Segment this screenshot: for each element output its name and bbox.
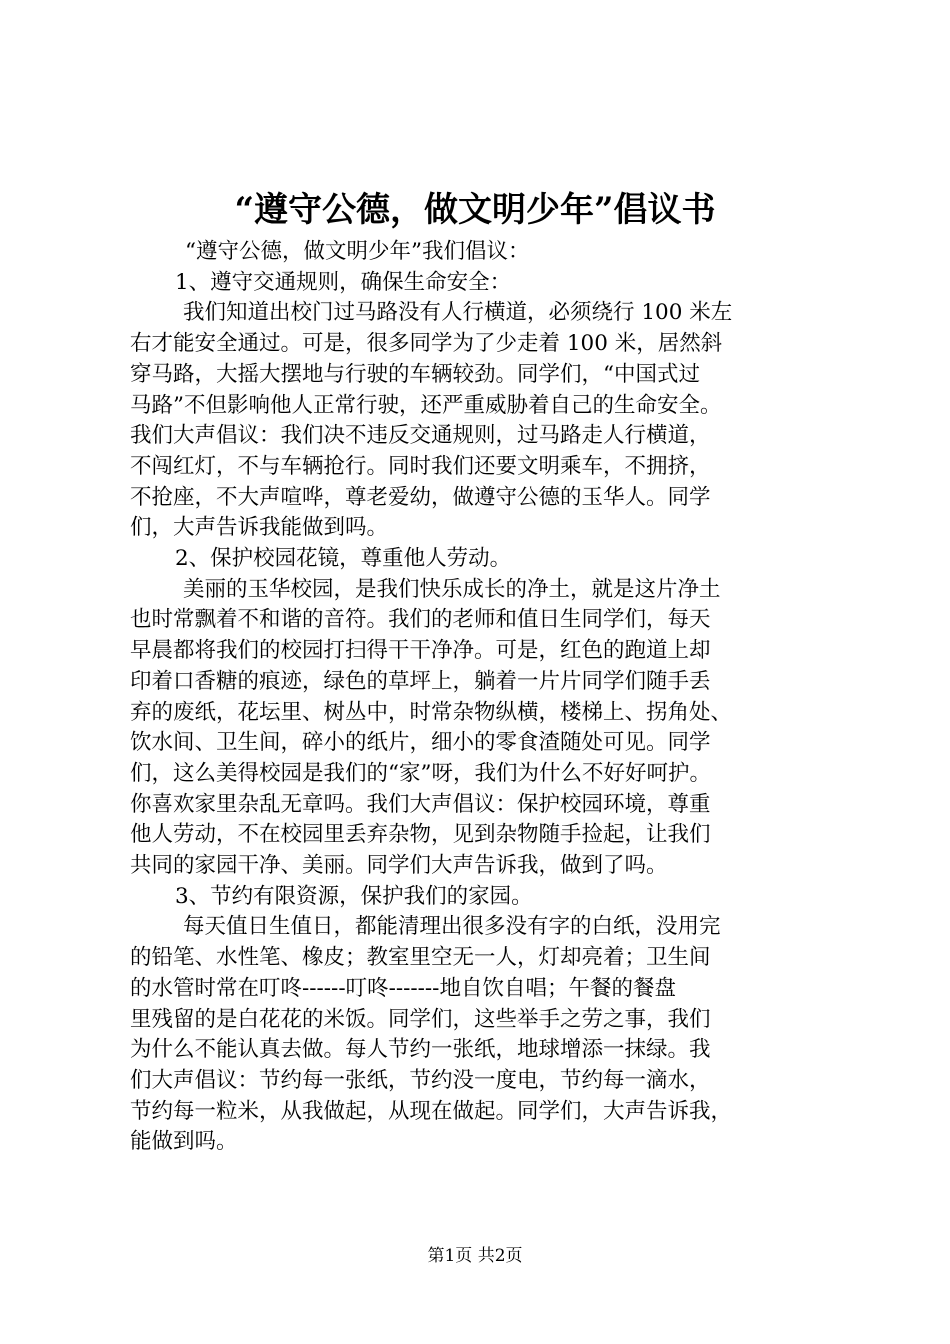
paragraph-line: 我们大声倡议：我们决不违反交通规则，过马路走人行横道， <box>130 423 711 449</box>
paragraph-line: 里残留的是白花花的米饭。同学们，这些举手之劳之事，我们 <box>130 1006 711 1032</box>
paragraph-line: 们大声倡议：节约每一张纸，节约没一度电，节约每一滴水， <box>130 1067 711 1093</box>
paragraph-line: 马路”不但影响他人正常行驶，还严重威胁着自己的生命安全。 <box>130 392 722 418</box>
paragraph-line: 不抢座，不大声喧哗，尊老爱幼，做遵守公德的玉华人。同学 <box>130 484 711 510</box>
paragraph-line: 们，大声告诉我能做到吗。 <box>130 515 389 541</box>
paragraph-line: 节约每一粒米，从我做起，从现在做起。同学们，大声告诉我， <box>130 1098 733 1124</box>
intro-line: “遵守公德，做文明少年”我们倡议： <box>185 239 530 264</box>
section-heading-1: 1、遵守交通规则，确保生命安全： <box>175 269 512 295</box>
paragraph-line: 印着口香糖的痕迹，绿色的草坪上，躺着一片片同学们随手丢 <box>130 668 711 694</box>
page-footer: 第1页 共2页 <box>427 1246 523 1266</box>
paragraph-line: 你喜欢家里杂乱无章吗。我们大声倡议：保护校园环境，尊重 <box>130 791 711 817</box>
paragraph-line: 的水管时常在叮咚------叮咚-------地自饮自唱；午餐的餐盘 <box>130 975 676 1001</box>
paragraph-line: 们，这么美得校园是我们的“家”呀，我们为什么不好好呵护。 <box>130 760 711 786</box>
paragraph-line: 早晨都将我们的校园打扫得干干净净。可是，红色的跑道上却 <box>130 638 711 664</box>
document-body <box>130 237 830 1158</box>
paragraph-line: 弃的废纸，花坛里、树丛中，时常杂物纵横，楼梯上、拐角处、 <box>130 699 733 725</box>
paragraph-line: 也时常飘着不和谐的音符。我们的老师和值日生同学们，每天 <box>130 607 711 633</box>
paragraph-line: 我们知道出校门过马路没有人行横道，必须绕行 100 米左 <box>183 300 733 326</box>
paragraph-line: 为什么不能认真去做。每人节约一张纸，地球增添一抹绿。我 <box>130 1037 711 1063</box>
section-heading-3: 3、节约有限资源，保护我们的家园。 <box>175 883 533 909</box>
paragraph-line: 美丽的玉华校园，是我们快乐成长的净土，就是这片净土 <box>183 576 721 602</box>
paragraph-line: 能做到吗。 <box>130 1129 238 1155</box>
paragraph-line: 穿马路，大摇大摆地与行驶的车辆较劲。同学们，“中国式过 <box>130 361 700 387</box>
paragraph-line: 每天值日生值日，都能清理出很多没有字的白纸，没用完 <box>183 914 721 940</box>
section-heading-2: 2、保护校园花镜，尊重他人劳动。 <box>175 546 512 572</box>
paragraph-line: 共同的家园干净、美丽。同学们大声告诉我，做到了吗。 <box>130 853 668 879</box>
paragraph-line: 饮水间、卫生间，碎小的纸片，细小的零食渣随处可见。同学 <box>130 730 711 756</box>
paragraph-line: 他人劳动，不在校园里丢弃杂物，见到杂物随手捡起，让我们 <box>130 822 711 848</box>
paragraph-line: 右才能安全通过。可是，很多同学为了少走着 100 米，居然斜 <box>130 331 723 357</box>
document-title: “遵守公德，做文明少年”倡议书 <box>234 190 716 230</box>
paragraph-line: 不闯红灯，不与车辆抢行。同时我们还要文明乘车，不拥挤， <box>130 453 711 479</box>
paragraph-line: 的铅笔、水性笔、橡皮；教室里空无一人，灯却亮着；卫生间 <box>130 945 711 971</box>
